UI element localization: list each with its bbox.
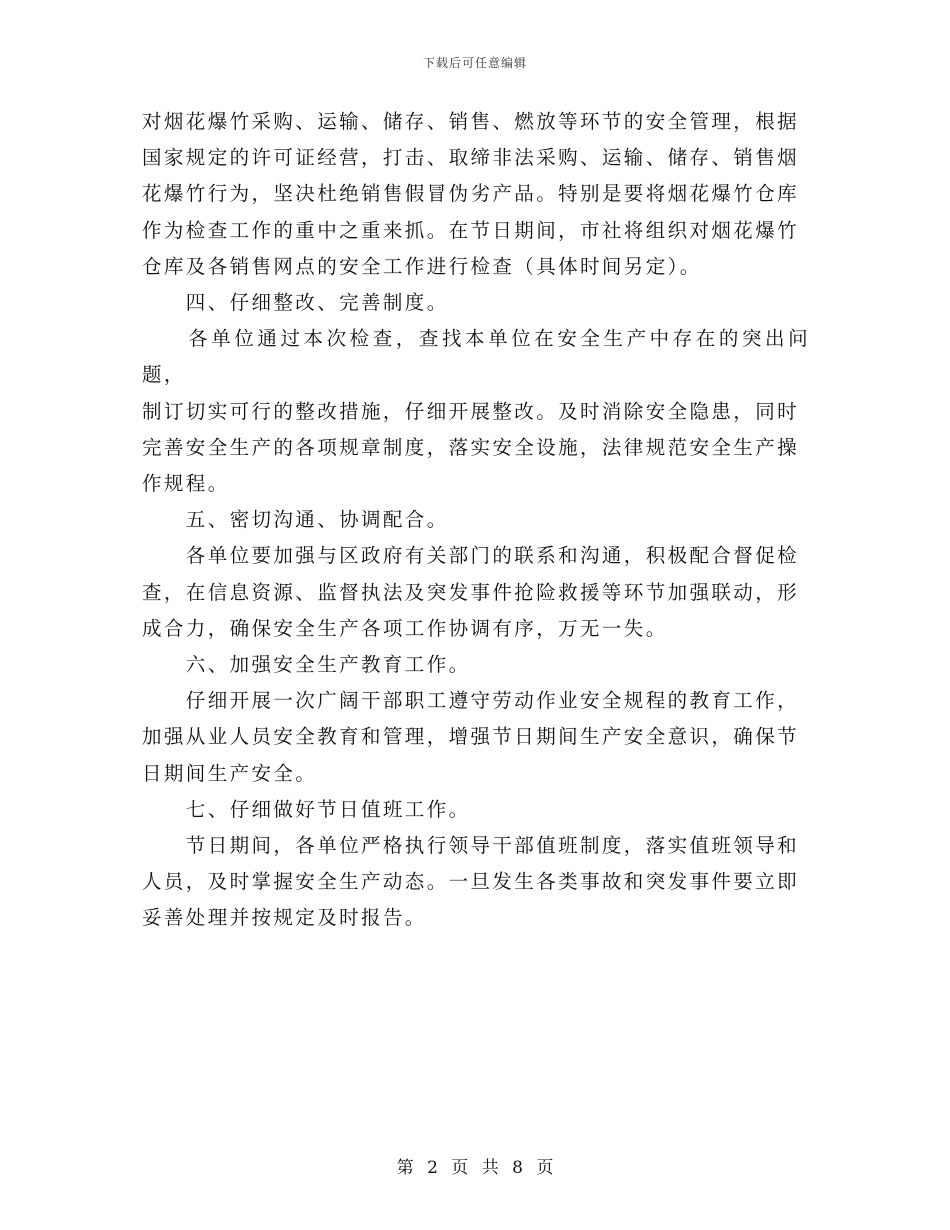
current-page-number: 2 [427, 1158, 438, 1178]
heading-section-4: 四、仔细整改、完善制度。 [142, 291, 449, 315]
paragraph-section-4: 各单位通过本次检查，查找本单位在安全生产中存在的突出问题， 制订切实可行的整改措施，仔细开展整改。及时消除安全隐患，同时 完善安全生产的各项规章制度，落实安全设施，法律规范安全生产操 作规程。 [142, 327, 810, 496]
footer-page-word: 页 [451, 1158, 469, 1178]
document-body [142, 104, 810, 937]
heading-section-6: 六、加强安全生产教育工作。 [142, 653, 471, 677]
paragraph-section-7: 节日期间，各单位严格执行领导干部值班制度，落实值班领导和 人员，及时掌握安全生产动态。一旦发生各类事故和突发事件要立即 妥善处理并按规定及时报告。 [142, 834, 800, 930]
footer-suffix: 页 [536, 1158, 554, 1178]
heading-section-5: 五、密切沟通、协调配合。 [142, 508, 449, 532]
page-header: 下载后可任意编辑 [422, 56, 527, 70]
paragraph-section-5: 各单位要加强与区政府有关部门的联系和沟通，积极配合督促检 查，在信息资源、监督执法及突发事件抢险救援等环节加强联动，形 成合力，确保安全生产各项工作协调有序，万无一失。 [142, 544, 800, 640]
page-footer [0, 1153, 950, 1178]
paragraph-section-6: 仔细开展一次广阔干部职工遵守劳动作业安全规程的教育工作， 加强从业人员安全教育和管理，增强节日期间生产安全意识，确保节 日期间生产安全。 [142, 689, 800, 785]
total-pages-number: 8 [512, 1158, 523, 1178]
footer-total-word: 共 [481, 1158, 499, 1178]
heading-section-7: 七、仔细做好节日值班工作。 [142, 797, 471, 821]
footer-prefix: 第 [396, 1158, 414, 1178]
paragraph-fireworks-management: 对烟花爆竹采购、运输、储存、销售、燃放等环节的安全管理，根据 国家规定的许可证经营，打击、取缔非法采购、运输、储存、销售烟 花爆竹行为，坚决杜绝销售假冒伪劣产品。特别是要将烟花爆竹仓库 作为检查工作的重中之重来抓。在节日期间，市社将组织对烟花爆竹 仓库及各销售网点的安全工作进行检查（具体时间另定）。 [142, 110, 800, 278]
